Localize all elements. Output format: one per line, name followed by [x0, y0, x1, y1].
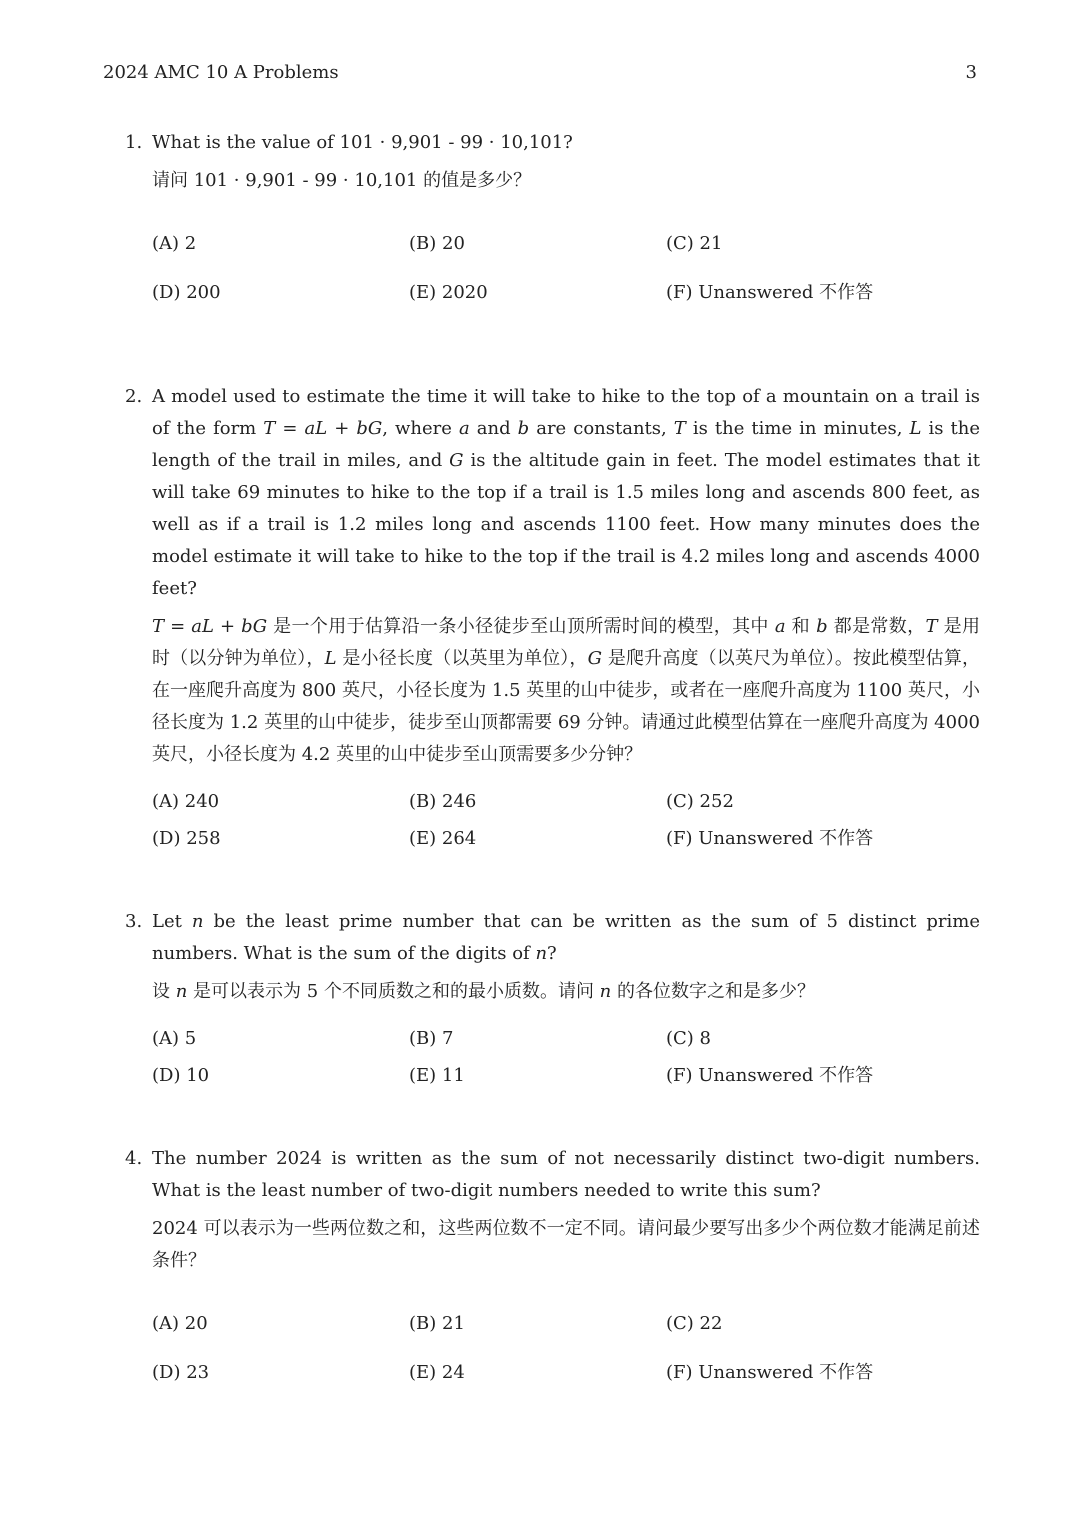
choice-c: (C) 21 [666, 233, 723, 254]
problem-text-zh: 2024 可以表示为一些两位数之和，这些两位数不一定不同。请问最少要写出多少个两位数才能满足前述条件？ [152, 1218, 980, 1271]
choice-e: (E) 24 [409, 1362, 465, 1383]
choice-b: (B) 246 [409, 791, 477, 812]
answer-choices [152, 231, 980, 306]
problem-3 [125, 906, 980, 1089]
problem-1 [125, 127, 980, 306]
problem-text-en: The number 2024 is written as the sum of not necessarily distinct two-digit numbers. What is the least number of two-digit numbers needed to write this sum? [152, 1148, 980, 1201]
choice-b: (B) 21 [409, 1313, 465, 1334]
problem-list [125, 127, 980, 1386]
problem-text-en: A model used to estimate the time it will take to hike to the top of a mountain on a trail is of the form T = aL + bG, where a and b are constants, T is the time in minutes, L is the length of the trail in miles, and G is the altitude gain in feet. The model estimates that it will take 69 minutes to hike to the top if a trail is 1.5 miles long and ascends 800 feet, as well as if a trail is 1.2 miles long and ascends 1100 feet. How many minutes does the model estimate it will take to hike to the top if the trail is 4.2 miles long and ascends 4000 feet? [152, 386, 981, 599]
problem-number: 3. [125, 911, 143, 932]
choice-c: (C) 252 [666, 791, 734, 812]
choice-a: (A) 2 [152, 233, 197, 254]
choice-d: (D) 10 [152, 1065, 210, 1086]
problem-text-en: Let n be the least prime number that can be written as the sum of 5 distinct prime numbers. What is the sum of the digits of n? [152, 911, 980, 964]
choice-b: (B) 7 [409, 1028, 454, 1049]
choice-e: (E) 264 [409, 828, 477, 849]
problem-text-zh: 请问 101 · 9,901 - 99 · 10,101 的值是多少？ [152, 170, 532, 191]
choice-f: (F) Unanswered 不作答 [666, 1065, 874, 1086]
problem-text-zh: 设 n 是可以表示为 5 个不同质数之和的最小质数。请问 n 的各位数字之和是多少？ [152, 981, 815, 1002]
choice-f: (F) Unanswered 不作答 [666, 1362, 874, 1383]
answer-choices [152, 1026, 980, 1089]
problem-4 [125, 1143, 980, 1386]
choice-c: (C) 22 [666, 1313, 723, 1334]
choice-f: (F) Unanswered 不作答 [666, 828, 874, 849]
problem-number: 4. [125, 1148, 143, 1169]
problem-text-zh: T = aL + bG 是一个用于估算沿一条小径徒步至山顶所需时间的模型，其中 a 和 b 都是常数，T 是用时（以分钟为单位），L 是小径长度（以英里为单位），G 是爬升高度（以英尺为单位）。按此模型估算，在一座爬升高度为 800 英尺，小径长度为 1.5 英里的山中徒步，或者在一座爬升高度为 1100 英尺，小径长度为 1.2 英里的山中徒步，徒步至山顶都需要 69 分钟。请通过此模型估算在一座爬升高度为 4000 英尺，小径长度为 4.2 英里的山中徒步至山顶需要多少分钟？ [152, 616, 980, 765]
page-number: 3 [965, 62, 977, 83]
answer-choices [152, 1311, 980, 1386]
choice-e: (E) 11 [409, 1065, 465, 1086]
problem-2 [125, 381, 980, 852]
problem-number: 2. [125, 386, 143, 407]
choice-a: (A) 240 [152, 791, 220, 812]
choice-d: (D) 258 [152, 828, 221, 849]
answer-choices [152, 789, 980, 852]
choice-d: (D) 200 [152, 282, 221, 303]
choice-b: (B) 20 [409, 233, 465, 254]
choice-e: (E) 2020 [409, 282, 488, 303]
choice-c: (C) 8 [666, 1028, 711, 1049]
choice-a: (A) 5 [152, 1028, 197, 1049]
problem-text-en: What is the value of 101 · 9,901 - 99 · 10,101? [152, 132, 573, 153]
choice-d: (D) 23 [152, 1362, 210, 1383]
document-title: 2024 AMC 10 A Problems [103, 62, 339, 83]
problem-number: 1. [125, 132, 143, 153]
page-header [103, 60, 977, 86]
choice-f: (F) Unanswered 不作答 [666, 282, 874, 303]
choice-a: (A) 20 [152, 1313, 208, 1334]
